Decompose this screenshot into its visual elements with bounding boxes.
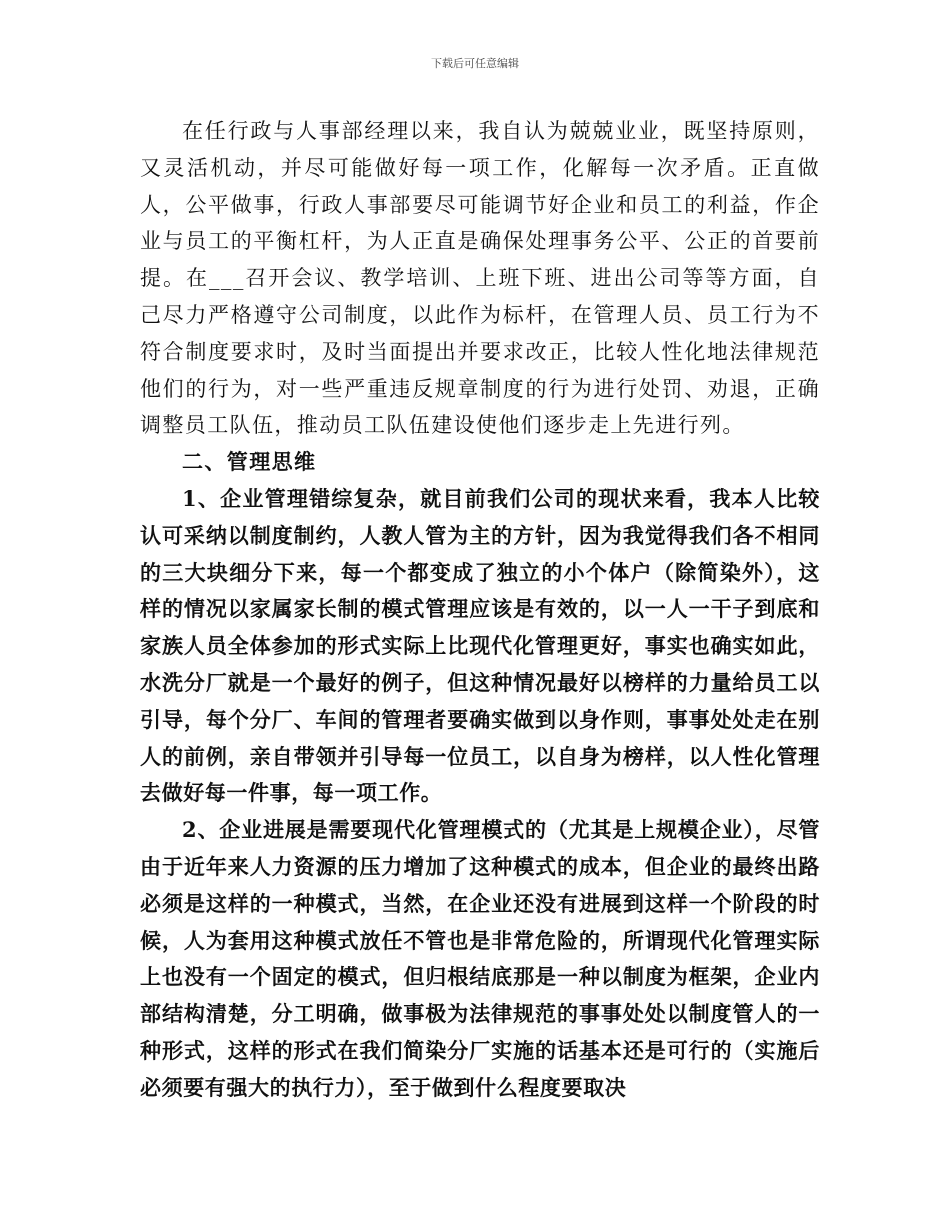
paragraph-point-1: 1、企业管理错综复杂，就目前我们公司的现状来看，我本人比较认可采纳以制度制约，人教人管为主的方针，因为我觉得我们各不相同的三大块细分下来，每一个都变成了独立的小个体户（除简染外），这样的情况以家属家长制的模式管理应该是有效的，以一人一干子到底和家族人员全体参加的形式实际上比现代化管理更好，事实也确实如此，水洗分厂就是一个最好的例子，但这种情况最好以榜样的力量给员工以引导，每个分厂、车间的管理者要确实做到以身作则，事事处处走在别人的前例，亲自带领并引导每一位员工，以自身为榜样，以人性化管理去做好每一件事，每一项工作。 [140, 485, 820, 806]
page-header: 下载后可任意编辑 [431, 57, 519, 70]
paragraph-intro: 在任行政与人事部经理以来，我自认为兢兢业业，既坚持原则，又灵活机动，并尽可能做好每一项工作，化解每一次矛盾。正直做人，公平做事，行政人事部要尽可能调节好企业和员工的利益，作企业与员工的平衡杠杆，为人正直是确保处理事务公平、公正的首要前提。在___召开会议、教学培训、上班下班、进出公司等等方面，自己尽力严格遵守公司制度，以此作为标杆，在管理人员、员工行为不符合制度要求时，及时当面提出并要求改正，比较人性化地法律规范他们的行为，对一些严重违反规章制度的行为进行处罚、劝退，正确调整员工队伍，推动员工队伍建设使他们逐步走上先进行列。 [140, 119, 820, 438]
document-body [140, 113, 820, 1107]
paragraph-point-2: 2、企业进展是需要现代化管理模式的（尤其是上规模企业），尽管由于近年来人力资源的压力增加了这种模式的成本，但企业的最终出路必须是这样的一种模式，当然，在企业还没有进展到这样一个阶段的时候，人为套用这种模式放任不管也是非常危险的，所谓现代化管理实际上也没有一个固定的模式，但归根结底那是一种以制度为框架，企业内部结构清楚，分工明确，做事极为法律规范的事事处处以制度管人的一种形式，这样的形式在我们简染分厂实施的话基本还是可行的（实施后必须要有强大的执行力），至于做到什么程度要取决 [140, 817, 820, 1100]
section-heading-management-thinking: 二、管理思维 [182, 449, 317, 475]
